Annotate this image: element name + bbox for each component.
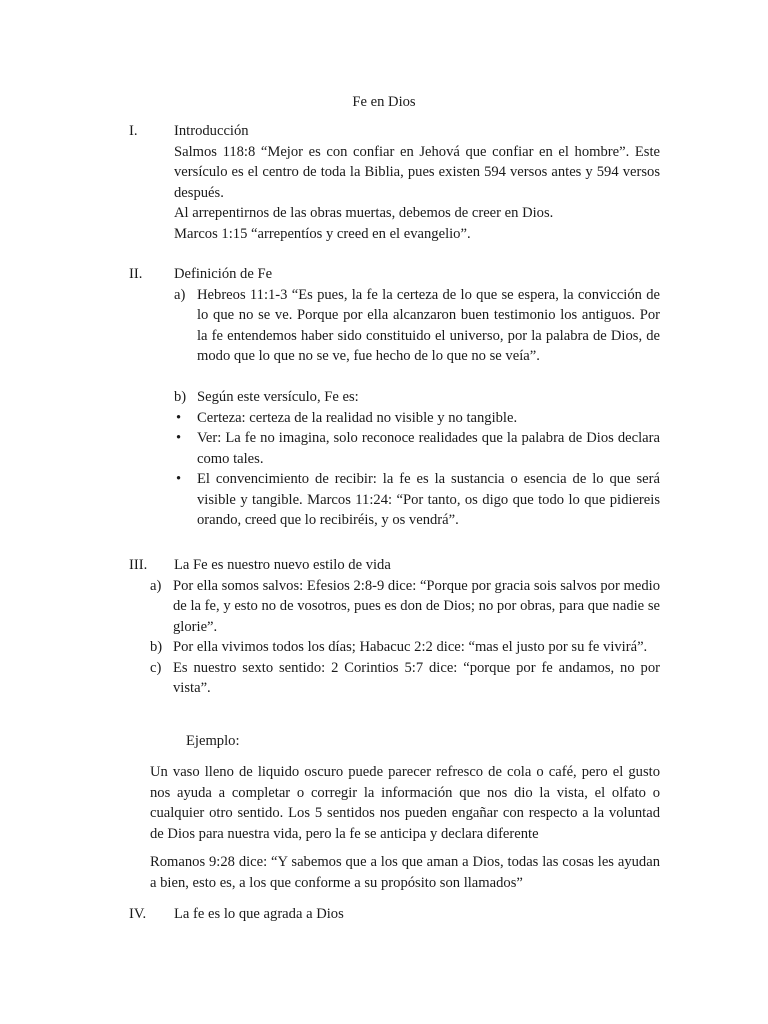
- list-item: [174, 387, 660, 408]
- example-paragraph: Un vaso lleno de liquido oscuro puede parecer refresco de cola o café, pero el gusto nos ayuda a completar o corregir la información que nos dio la vista, el olfato o cualquier otro sentido. Los 5 sentidos nos pueden engañar con respecto a la voluntad de Dios para nuestra vida, pero la fe se anticipa y declara diferente: [150, 764, 660, 842]
- section-numeral: IV.: [129, 906, 147, 922]
- list-item: [150, 576, 660, 638]
- section-body: [174, 264, 660, 531]
- bullet-item: [174, 428, 660, 469]
- section-heading: La fe es lo que agrada a Dios: [174, 906, 344, 922]
- section-list: [150, 576, 660, 699]
- list-item-text: Es nuestro sexto sentido: 2 Corintios 5:7 dice: “porque por fe andamos, no por vista”.: [173, 659, 660, 696]
- bullet-icon: •: [176, 430, 182, 446]
- section-body: [174, 904, 660, 925]
- list-item: [150, 658, 660, 699]
- list-marker: a): [174, 286, 186, 303]
- example-label: Ejemplo:: [186, 733, 240, 749]
- bullet-text: Certeza: certeza de la realidad no visible y no tangible.: [197, 409, 518, 426]
- paragraph-salmos: Salmos 118:8 “Mejor es con confiar en Jehová que confiar en el hombre”. Este versículo es el centro de toda la Biblia, pues existen 594 versos antes y 594 versos después.: [174, 143, 660, 201]
- section-body: [174, 121, 660, 244]
- list-item-text: Según este versículo, Fe es:: [197, 389, 359, 405]
- document-title: Fe en Dios: [352, 94, 416, 110]
- list-item-text: Hebreos 11:1-3 “Es pues, la fe la certeza de lo que se espera, la convicción de lo que no se ve. Porque por ella alcanzaron buen testimonio los antiguos. Por la fe entendemos haber sido constituido el universo, por la palabra de Dios, de modo que lo que no se ve, fue hecho de lo que no se veía”.: [197, 286, 660, 364]
- section-numeral: I.: [129, 123, 138, 139]
- list-item: [150, 637, 660, 658]
- paragraph-arrepentirnos: Al arrepentirnos de las obras muertas, debemos de creer en Dios.: [174, 205, 554, 221]
- bullet-text: El convencimiento de recibir: la fe es la sustancia o esencia de lo que será visible y tangible. Marcos 11:24: “Por tanto, os digo que todo lo que pidiereis orando, creed que lo recibiréis, y os vendrá”.: [197, 471, 660, 528]
- bullet-item: [174, 408, 660, 429]
- list-item-text: Por ella somos salvos: Efesios 2:8-9 dice: “Porque por gracia sois salvos por medio de la fe, y esto no de vosotros, pues es don de Dios; no por obras, para que nadie se glorie”.: [173, 577, 660, 635]
- bullet-icon: •: [176, 471, 182, 487]
- section-numeral: III.: [129, 557, 148, 573]
- bullet-item: [174, 469, 660, 531]
- list-marker: c): [150, 659, 162, 676]
- romanos-paragraph: Romanos 9:28 dice: “Y sabemos que a los que aman a Dios, todas las cosas les ayudan a bien, esto es, a los que conforme a su propósito son llamados”: [150, 854, 660, 891]
- section-heading: Introducción: [174, 123, 249, 139]
- section-heading: La Fe es nuestro nuevo estilo de vida: [174, 557, 391, 573]
- list-marker: b): [174, 389, 187, 405]
- bullet-text: Ver: La fe no imagina, solo reconoce realidades que la palabra de Dios declara como tales.: [197, 430, 660, 467]
- section-numeral: II.: [129, 266, 143, 282]
- section-heading: Definición de Fe: [174, 266, 273, 282]
- section-body: [174, 555, 660, 576]
- list-marker: a): [150, 577, 162, 594]
- list-item: [174, 285, 660, 367]
- list-marker: b): [150, 639, 163, 655]
- paragraph-marcos: Marcos 1:15 “arrepentíos y creed en el evangelio”.: [174, 225, 471, 242]
- bullet-icon: •: [176, 409, 182, 426]
- list-item-text: Por ella vivimos todos los días; Habacuc 2:2 dice: “mas el justo por su fe vivirá”.: [173, 639, 648, 655]
